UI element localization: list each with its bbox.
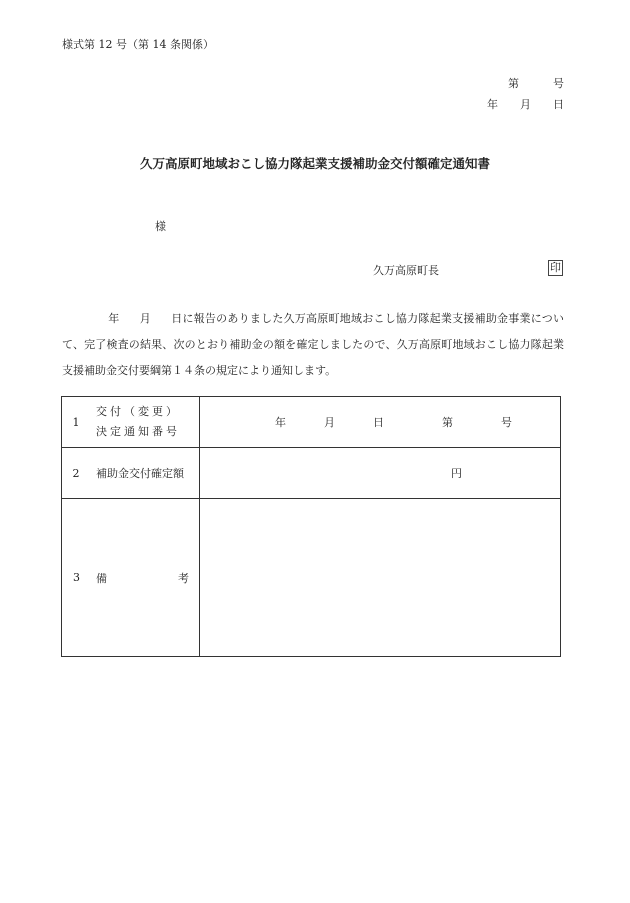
table-row [62,448,561,499]
document-title: 久万高原町地域おこし協力隊起業支援補助金交付額確定通知書 [139,156,490,171]
recipient-honorific: 様 [155,220,166,233]
body-text: 日に報告のありました久万高原町地域おこし協力隊起業支援補助金事業について、完了検査の結果、次のとおり補助金の額を確定しましたので、久万高原町地域おこし協力隊起業支援補助金交付要綱第１４条の規定により通知します。 [62,312,565,377]
sender-name: 久万高原町長 [373,264,439,277]
document-number-suffix: 号 [553,77,564,90]
row-label-a: 備 [96,571,107,585]
row-label-line1: 交付（変更） [96,405,180,418]
row-label-cell [62,499,200,657]
value-month: 月 [324,416,335,429]
value-number-suffix: 号 [501,416,512,429]
value-day: 日 [373,416,384,429]
table-row [62,499,561,657]
row-value-cell[interactable] [200,397,561,448]
row-label-b: 考 [178,571,189,585]
date-year: 年 [487,98,498,111]
body-month: 月 [139,312,151,325]
body-year: 年 [108,312,120,325]
form-reference: 様式第 12 号（第 14 条関係） [62,38,214,51]
date-day: 日 [553,98,564,111]
document-date [487,96,564,112]
seal-mark: 印 [550,261,561,274]
row-label-cell [62,397,200,448]
body-paragraph [62,306,564,384]
value-year: 年 [275,416,286,429]
row-label-line2: 決定通知番号 [96,425,180,438]
row-number: 3 [73,571,80,584]
amount-unit: 円 [451,467,462,480]
table-row [62,397,561,448]
row-label: 補助金交付確定額 [96,467,184,480]
remarks-cell[interactable] [200,499,561,657]
value-number-prefix: 第 [442,416,453,429]
row-label-cell [62,448,200,499]
row-number: 1 [72,415,80,429]
info-table [61,396,561,657]
document-number [508,75,564,91]
row-value-cell[interactable] [200,448,561,499]
date-month: 月 [520,98,531,111]
document-number-prefix: 第 [508,77,519,90]
row-number: 2 [72,466,80,480]
